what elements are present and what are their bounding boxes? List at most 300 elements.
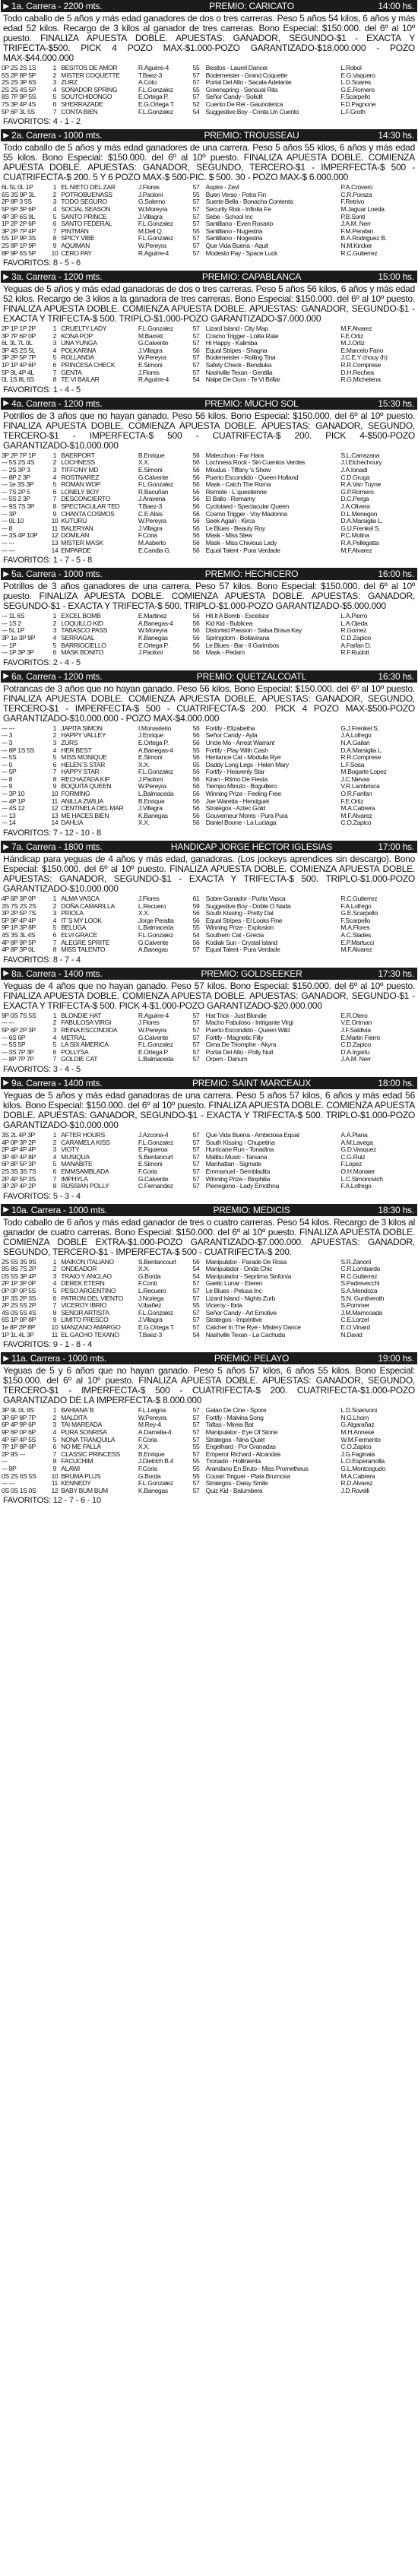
race-header [1, 271, 417, 283]
recent-form: 1P 1P 4P 6P [2, 362, 36, 369]
post-number: 4 [52, 1280, 57, 1288]
race-section [0, 568, 418, 670]
post-number: 5 [49, 354, 60, 362]
jockey: J.Villagra [138, 805, 163, 813]
race-section [0, 1352, 418, 1508]
jockey: X.X. [138, 761, 150, 768]
recent-form: 2S 5S 3S 9S [1, 1259, 49, 1266]
horse-name: PURA SONRISA [61, 1429, 107, 1436]
trainer: O.R.Fanfan [340, 791, 372, 798]
trainer: R.R.Comprese [340, 754, 417, 762]
jockey: G.Solerno [138, 198, 188, 206]
table-row [1, 525, 417, 533]
recent-form: 1P 2P 2P 6P [2, 220, 36, 228]
table-row [1, 725, 417, 733]
post-number: 9 [49, 511, 60, 518]
pedigree: Santillano - Even Rosario [205, 220, 273, 228]
horse-name: BESITOS DE AMOR [60, 65, 138, 72]
triangle-right-icon: ▶ [3, 969, 9, 978]
horse-name: EXCEL BOMB [60, 613, 138, 620]
table-row [1, 376, 417, 384]
pedigree: Mixalus - Tiffany 's Show [205, 467, 340, 474]
weight: 56 [187, 525, 204, 533]
entries-table [1, 895, 417, 954]
weight: 55 [192, 1443, 200, 1451]
weight: 57 [187, 325, 204, 333]
recent-form: 0S 5S 3P 4P [1, 1273, 49, 1281]
favorites-value: 8 - 7 - 4 [52, 955, 81, 965]
jockey: A.Banegas-4 [138, 619, 173, 627]
post-number: 5 [49, 1437, 60, 1444]
pedigree: Bodemeister - Grand Coquette [205, 71, 287, 79]
recent-form: 4P 3P 6S 9L [1, 214, 49, 221]
trainer: L.O.Esperancilla [340, 1458, 385, 1465]
trainer: G.P.Romero [340, 488, 374, 496]
trainer: N.M.Kircker [340, 242, 417, 250]
pedigree: Buen Verso - Potra Fin [205, 191, 266, 198]
post-number: 1 [49, 184, 60, 192]
recent-form: 2P 1P 3P 0P [2, 1280, 36, 1288]
table-row [1, 620, 417, 628]
weight: 57 [192, 205, 200, 213]
table-row [1, 754, 417, 762]
recent-form: 5P 6P 2P 3P [1, 1027, 49, 1035]
weight: 57 [187, 1146, 204, 1154]
table-row [1, 347, 417, 355]
trainer: M.Jaguar Loeda [340, 205, 385, 213]
post-number: 3 [49, 467, 60, 474]
post-number: 11 [49, 525, 60, 533]
pedigree: Remote - L´questienne [205, 488, 267, 496]
jockey: A.Damelia-4 [138, 1429, 172, 1436]
recent-form: 4P 0P 3P 2P [2, 1139, 36, 1146]
weight: 56 [187, 798, 204, 806]
pedigree: Equal Talent - Pura Verdade [205, 946, 280, 954]
race-conditions: Potrancas de 3 años que no hayan ganado. Peso 56 kilos. Bono Especial: $150.000. del 6º al 10º puesto. FINALIZA APUESTA DOBLE. COMIENZA APUESTA DOBLE. APUESTAS: GANADOR, SEGUNDO, TERCERO-$1 - IMPERFECTA-$ 500 - CUATRIFECTA-$ 200. PICK 4 POZO MAX-$500-POZO GARANTIZADO-$10.000.000 - POZO MAX-$4.000.000 [3, 683, 415, 724]
weight: 56 [192, 732, 200, 740]
weight: 54 [187, 1273, 204, 1281]
table-row [1, 503, 417, 511]
favorites-line [1, 1063, 417, 1077]
race-time: 16:30 hs. [378, 670, 414, 682]
post-number: 7 [49, 939, 60, 947]
pedigree: Manipulator - Eye Of Stone [205, 1429, 278, 1436]
pedigree: Nashville Texan - Gentilia [205, 369, 340, 377]
race-number: 5a. Carrera - 1000 mts. [11, 569, 103, 580]
jockey: Jorge Peralta [138, 917, 174, 924]
weight: 55 [187, 65, 204, 72]
jockey: F.L.Gonzalez [138, 1139, 173, 1146]
weight: 56 [192, 532, 200, 540]
trainer: S.Padrevecchi [340, 1280, 380, 1288]
weight: 56 [187, 1259, 204, 1266]
race-number: 10a. Carrera - 1000 mts. [11, 1204, 107, 1215]
horse-name: FABULOSA VIRGI [61, 1019, 112, 1027]
pedigree: Arandano En Bruto - Miss Prometheus [205, 1465, 340, 1473]
pedigree: Fortify - Malvina Song [205, 1414, 264, 1421]
horse-name: LIMITO FRESCO [60, 1317, 138, 1324]
pedigree: Manipulator - Parade De Rosa [205, 1259, 340, 1266]
jockey: E.Simoni [138, 754, 188, 762]
favorites-line [1, 554, 417, 568]
trainer: V.R.Lambrisca [340, 783, 417, 791]
table-row [1, 1288, 417, 1295]
trainer: C.E.Lorzel [340, 1317, 417, 1324]
recent-form: --- 4P 1P [1, 798, 49, 806]
trainer: J.A.M. Nerr [340, 1056, 417, 1063]
trainer: C.R.Lombardo [340, 1266, 381, 1273]
table-row [1, 791, 417, 798]
pedigree: Equal Stripes - Shagna [205, 347, 268, 354]
jockey: F.L.Gonzalez [138, 481, 188, 489]
recent-form: 2P 4P 5P 3S [1, 1176, 49, 1183]
trainer: P.B.Sonti [340, 214, 417, 221]
race-section [0, 1204, 418, 1353]
recent-form: 9S 8S 7S 2P [2, 1266, 36, 1273]
table-row [1, 1041, 417, 1049]
recent-form: 1P 1L 4L 3P [1, 1332, 49, 1339]
recent-form: 0P 2S 2S 1S [1, 65, 49, 72]
trainer: M.F.Alvarez [340, 946, 372, 954]
trainer: R.C.Gutierrez [340, 1273, 417, 1281]
weight: 57 [192, 1294, 200, 1302]
post-number: 2 [52, 619, 57, 627]
post-number: 5 [49, 754, 60, 762]
post-number: 10 [51, 518, 59, 525]
table-row [1, 540, 417, 547]
race-conditions: Potrillos de 3 años ganadores de una carrera. Peso 57 kilos. Bono Especial: $150.000. del 6º al 10º puesto. FINALIZA APUESTA DOBLE. COMIENZA APUESTA DOBLE. APUESTAS: GANADOR, SEGUNDO-$1 - EXACTA Y TRIFECTA-$ 500. TRIPLO-$1.000-POZO GARANTIZADO-$5.000.000 [3, 581, 415, 612]
pedigree: Besitos - Laurel Dancer [205, 65, 340, 72]
trainer: M.Bogarte Lopez [340, 768, 417, 776]
trainer: L.D.Soanvoni [340, 1407, 417, 1415]
trainer: J.F.Saldivia [340, 1027, 417, 1035]
recent-form: 6S 1P 0P 8P [1, 1317, 49, 1324]
post-number: 8 [52, 775, 57, 783]
weight: 54 [192, 932, 200, 939]
weight: 56 [192, 649, 200, 657]
race-conditions: Potrillos de 3 años que no hayan ganado. Peso 56 kilos. Bono Especial: $150.000. del 6º al 10º puesto. FINALIZA APUESTA DOBLE. COMIENZA APUESTA DOBLE. APUESTAS: GANADOR, SEGUNDO, TERCERO-$1 - IMPERFECTA-$ 500 - CUATRIFECTA-$ 200. PICK 4-$500-POZO GARANTIZADO-$10.000.000 [3, 410, 415, 451]
weight: 57 [187, 1041, 204, 1049]
jockey: J.Flores [138, 895, 188, 903]
table-row [1, 635, 417, 642]
post-number: 4 [52, 634, 57, 642]
jockey: F.L.Gonzalez [138, 235, 173, 242]
pedigree: Modesto Pay - Space Luck [205, 249, 277, 257]
trainer: F.A.Lofrego [340, 902, 372, 910]
table-row [1, 1280, 417, 1288]
table-row [1, 1310, 417, 1317]
entries-table [1, 65, 417, 116]
pedigree: Hat Trick - Just Blondie [205, 1012, 340, 1020]
weight: 57 [187, 242, 204, 250]
trainer: R.A.Pellegatta [340, 540, 417, 547]
weight: 57 [187, 1437, 204, 1444]
post-number: 7 [49, 369, 60, 377]
jockey: B.Enrique [138, 1451, 188, 1459]
weight: 56 [187, 511, 204, 518]
pedigree: Que Vida Buena - Aquit [205, 242, 340, 250]
jockey: F.L.Gonzalez [138, 220, 173, 228]
jockey: C.E.Alsis [138, 511, 188, 518]
pedigree: Hit It A Bomb - Excelsior [205, 613, 340, 620]
table-row [1, 813, 417, 820]
horse-name: DOMILAN [61, 532, 89, 540]
recent-form: --- 1e 3S 3P [1, 481, 49, 489]
trainer: J.A.M. Nerr [340, 220, 371, 228]
trainer: O.H.Monaier [340, 1168, 375, 1175]
horse-name: VICEROY IBRIO [60, 1302, 138, 1310]
table-row [1, 1056, 417, 1063]
race-number: 11a. Carrera - 1000 mts. [11, 1353, 107, 1364]
trainer: E.R.Otero [340, 1012, 417, 1020]
table-row [1, 740, 417, 747]
trainer: J.A.Ionadi [340, 467, 417, 474]
race-time: 18:30 hs. [378, 1204, 414, 1215]
race-header [1, 670, 417, 683]
recent-form: 0L 1S 8L 6S [2, 376, 34, 384]
table-row [1, 768, 417, 776]
weight: 57 [192, 362, 200, 369]
trainer: F.M.Perafan [340, 228, 417, 236]
table-row [1, 496, 417, 503]
horse-name: LA SIX AMERICA [60, 1041, 138, 1049]
pedigree: Suerte Bella - Bonacha Contenta [205, 198, 340, 206]
pedigree: Strategos - Aztec Gold [205, 805, 265, 813]
trainer: R.D.Alvarez [340, 1480, 417, 1488]
horse-name: MISS TALENTO [61, 946, 106, 954]
table-row [1, 910, 417, 917]
horse-name: MASK BONITO [61, 649, 103, 657]
jockey: F.Conti [138, 1280, 157, 1288]
pedigree: Que Vida Buena - Ambiciosa Equal [205, 1132, 340, 1139]
horse-name: PESO ARGENTINO [60, 1288, 138, 1295]
race-number: 6a. Carrera - 1200 mts. [11, 670, 103, 682]
post-number: 7 [49, 109, 60, 116]
jockey: F.Coria [138, 1437, 188, 1444]
jockey: X.X. [138, 910, 188, 917]
post-number: 7 [49, 768, 60, 776]
jockey: G.Calvente [138, 1176, 188, 1183]
trainer: C.G.Ruiz [340, 1153, 366, 1161]
table-row [1, 627, 417, 635]
weight: 57 [192, 1168, 200, 1175]
table-row [1, 1132, 417, 1139]
post-number: 4 [52, 205, 57, 213]
post-number: 2 [52, 1019, 57, 1027]
pedigree: Emmanuel - Sembladita [205, 1168, 271, 1175]
race-prize-name: HANDICAP JORGE HÉCTOR IGLESIAS [170, 841, 333, 853]
post-number: 7 [49, 228, 60, 236]
race-time: 15:30 hs. [378, 398, 414, 409]
jockey: F.L.Gonzalez [138, 1309, 173, 1317]
horse-name: MANABITE [60, 1161, 138, 1168]
jockey: X.X. [138, 1443, 150, 1451]
horse-name: KONA POP [61, 332, 93, 340]
horse-name: GENTA [60, 369, 138, 377]
pedigree: Manhattan - Sigmate [205, 1161, 340, 1168]
pedigree: Cyclotaed - Spectacular Queen [205, 503, 289, 510]
recent-form: 9P 1P 3P 8P [1, 924, 49, 932]
post-number: 9 [49, 1465, 60, 1473]
weight: 56 [187, 452, 204, 460]
post-number: 10 [51, 1472, 59, 1480]
recent-form: 6P 8P 5P 3P [1, 1161, 49, 1168]
recent-form: --- --- [2, 1019, 15, 1027]
table-row [1, 1273, 417, 1281]
recent-form: 8S 7P 9P 5S [1, 93, 49, 101]
table-row [1, 192, 417, 199]
trainer: R.G.Michelena [340, 376, 381, 384]
recent-form: 9P 6P 0P 6P [2, 1429, 36, 1436]
race-conditions: Hándicap para yeguas de 4 años y más edad, ganadoras. (Los jockeys aprendices sin descargo). Bono Especial: $150.000. del 6º al 10º puesto. FINALIZA APUESTA DOBLE. COMIENZA APUESTA DOBLE. APUESTAS: GANADOR, SEGUNDO-$1 - EXACTA Y TRIFECTA-$ 500. TRIPLO-$1.000-POZO GARANTIZADO-$10.000.000 [3, 854, 415, 895]
race-conditions: Todo caballo de 6 años y más edad ganador de tres o cuatro carreras. Peso 54 kilos. Recargo de 3 kilos al ganador de cuatro carreras. Bono Especial: $150.000. del 6º al 10º puesto. FINALIZA APUESTA DOBLE. COMIENZA DOBLE EXTRA-$1.000-POZO GARANTIZADO-$7.000.000. APUESTAS: GANADOR, SEGUNDO, TERCERO-$1 - IMPERFECTA-$ 500 - CUATRIFECTA-$ 200. [3, 1216, 415, 1257]
post-number: 9 [49, 1317, 60, 1324]
horse-name: EMMSAMBLADA [61, 1168, 109, 1175]
horse-name: TODO SEGURO [60, 198, 138, 206]
race-section [0, 670, 418, 841]
table-row [1, 532, 417, 540]
table-row [1, 1443, 417, 1451]
recent-form: --- 13 [1, 813, 49, 820]
trainer: J.C.E.Y chouy (h) [340, 354, 417, 362]
recent-form: 3P 2P 4P 2P [2, 1183, 36, 1190]
weight: 55 [187, 228, 204, 236]
entries-table [1, 452, 417, 554]
race-number: 4a. Carrera - 1200 mts. [11, 398, 103, 409]
pedigree: Cosmo Trigger - Voy Madonna [205, 511, 340, 518]
weight: 57 [187, 1288, 204, 1295]
trainer: E.P.Martucci [340, 939, 417, 947]
pedigree: El Ballo - Remamy [205, 496, 340, 503]
recent-form: 9P 0S 7S 5S [1, 1012, 49, 1020]
table-row [1, 467, 417, 474]
horse-name: MUSIQUA [61, 1153, 90, 1161]
table-row [1, 1488, 417, 1495]
trainer: R.F.Rudott [340, 649, 369, 657]
post-number: 2 [52, 332, 57, 340]
post-number: 14 [51, 547, 59, 554]
table-row [1, 1035, 417, 1042]
post-number: 10 [51, 249, 59, 257]
race-time: 17:30 hs. [378, 968, 414, 979]
horse-name: PINTMAN [60, 228, 138, 236]
pedigree: Security Risk - Infinita Fe [205, 205, 271, 213]
race-prize-name: PREMIO: PELAYO [214, 1353, 290, 1364]
pedigree: Señor Candy - Ayla [205, 732, 258, 740]
trainer: F.Scarpello [340, 93, 417, 101]
trainer: S.A.Mendoza [340, 1288, 417, 1295]
jockey: T.Baez-3 [138, 503, 162, 510]
trainer: C.R.Poraza [340, 191, 372, 198]
horse-name: PRIOLA [60, 910, 138, 917]
trainer: L.A.Ojeda [340, 619, 368, 627]
jockey: K.Banegas [138, 634, 168, 642]
race-number: 9a. Carrera - 1400 mts. [11, 1077, 103, 1088]
horse-name: JAPITA SIMON [60, 725, 138, 733]
triangle-right-icon: ▶ [3, 272, 9, 281]
horse-name: UNA YUNGA [60, 340, 138, 347]
pedigree: Mask - Catch The Roma [205, 481, 340, 489]
pedigree: Cousin Tiriguer - Plata Brumosa [205, 1472, 290, 1480]
horse-name: MISTER COQUETTE [61, 71, 120, 79]
recent-form: --- 14 [2, 819, 16, 827]
jockey: J.Aravena [138, 496, 188, 503]
recent-form: --- 8 [1, 525, 49, 533]
trainer: M.F.Alvarez [340, 813, 417, 820]
jockey: A.Banegas-4 [138, 746, 173, 754]
table-row [1, 1161, 417, 1168]
jockey: R.Bacuñan [138, 488, 169, 496]
jockey: X.X. [138, 459, 150, 467]
favorites-value: 4 - 1 - 2 [52, 117, 81, 127]
race-conditions: Yeguas de 5 años y más edad ganadoras de una carrera. Peso 5 años 57 kilos, 6 años y más edad 56 kilos. Bono Especial: $150.000. del 6º al 10º puesto. FINALIZA APUESTA DOBLE. COMIENZA APUESTA DOBLE. APUESTAS: GANADOR, SEGUNDO-$1 - EXACTA Y TRIFECTA-$ 500. TRIPLO-$1.000-POZO GARANTIZADO-$10.000.000 [3, 1089, 415, 1130]
recent-form: 6L 3L 7L 0L [1, 340, 49, 347]
race-number: 7a. Carrera - 1800 mts. [11, 841, 103, 853]
recent-form: 3P 2P 7P 1P [1, 452, 49, 460]
recent-form: 3P 2P 7P 4P [1, 228, 49, 236]
horse-name: DESCONCIERTO [60, 496, 138, 503]
trainer: F.Scarpello [340, 917, 371, 924]
weight: 57 [187, 354, 204, 362]
race-prize-name: PREMIO: QUETZALCOATL [196, 670, 307, 682]
weight: 56 [192, 488, 200, 496]
horse-name: EMPARDE [61, 547, 91, 554]
jockey: F.L.Gonzalez [138, 86, 173, 93]
recent-form: --- 3 [2, 732, 13, 740]
weight: 57 [192, 249, 200, 257]
race-header [1, 1352, 417, 1364]
pedigree: Macho Fabuloso - Intrigante Virgi [205, 1019, 293, 1027]
recent-form: --- 7S 2P 5 [2, 488, 30, 496]
recent-form: --- 5S [1, 754, 49, 762]
favorites-label: FAVORITOS: [3, 1340, 51, 1350]
weight: 56 [187, 754, 204, 762]
jockey: E.Ortega P. [138, 740, 188, 747]
triangle-right-icon: ▶ [3, 1079, 9, 1088]
race-time: 19:00 hs. [378, 1353, 414, 1364]
post-number: 9 [49, 242, 60, 250]
weight: 54 [187, 109, 204, 116]
pedigree: Sebe - School Inc [205, 214, 340, 221]
pedigree: Winning Prize - Biophilia [205, 1176, 340, 1183]
horse-name: SOUTCHIDONGO [60, 93, 138, 101]
table-row [1, 65, 417, 72]
trainer: D.A.Irgartu [340, 1048, 370, 1056]
pedigree: Emperor Richard - Alcandas [205, 1451, 340, 1459]
horse-name: SOCIAL SEASON [61, 205, 111, 213]
weight: 57 [187, 369, 204, 377]
jockey: L.Balmaceda [138, 924, 188, 932]
race-prize-name: PREMIO: TROUSSEAU [204, 130, 299, 141]
jockey: E.Martinez [138, 613, 188, 620]
race-prize-name: PREMIO: HECHICERO [204, 569, 299, 580]
favorites-label: FAVORITOS: [3, 1191, 51, 1201]
trainer: S.N. Guntheroth [340, 1294, 385, 1302]
pedigree: Lizard Island - City Map [205, 325, 340, 333]
table-row [1, 184, 417, 192]
table-row [1, 1139, 417, 1147]
weight: 56 [192, 459, 200, 467]
horse-name: RUSSIAN POLLY [61, 1183, 109, 1190]
pedigree: Lochness Rock - Sin Cuentos Verdes [205, 459, 306, 467]
horse-name: HAPPY VALLEY [61, 732, 106, 740]
weight: 57 [192, 946, 200, 954]
horse-name: NONA TRANQUILA [60, 1437, 138, 1444]
triangle-right-icon: ▶ [3, 399, 9, 408]
recent-form: 7P 1P 8P 6P [2, 1443, 36, 1451]
recent-form: --- 6S 6P [2, 1034, 26, 1041]
jockey: J.Flores [138, 1019, 160, 1027]
